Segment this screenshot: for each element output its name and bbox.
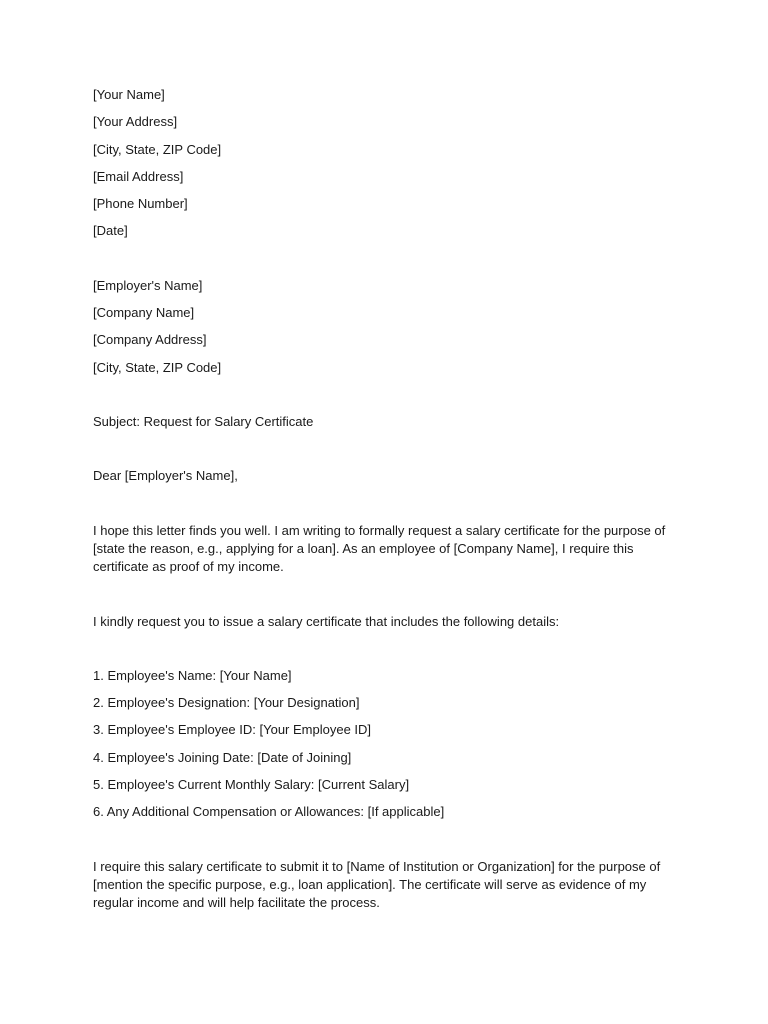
- list-item: 2. Employee's Designation: [Your Designation]: [93, 695, 360, 711]
- subject-line: Subject: Request for Salary Certificate: [93, 413, 314, 429]
- list-item: 4. Employee's Joining Date: [Date of Joining]: [93, 749, 352, 765]
- details-list: [93, 667, 683, 821]
- list-item: 6. Any Additional Compensation or Allowances: [If applicable]: [93, 804, 445, 820]
- list-item: 1. Employee's Name: [Your Name]: [93, 667, 292, 683]
- spacer: [93, 640, 683, 667]
- list-item: 5. Employee's Current Monthly Salary: [Current Salary]: [93, 777, 410, 793]
- body-paragraph-3: I require this salary certificate to submit it to [Name of Institution or Organization] for the purpose of [mention the specific purpose, e.g., loan application]. The certificate will serve as evidence of my regular income and will help facilitate the process.: [93, 858, 661, 910]
- sender-block: [93, 86, 683, 240]
- letter-date: [Date]: [93, 223, 128, 239]
- spacer: [93, 495, 683, 522]
- salutation: Dear [Employer's Name],: [93, 468, 238, 484]
- sender-name: [Your Name]: [93, 87, 165, 102]
- spacer: [93, 250, 683, 277]
- recipient-city-state-zip: [City, State, ZIP Code]: [93, 359, 222, 375]
- sender-address: [Your Address]: [93, 114, 178, 130]
- body-paragraph-2: I kindly request you to issue a salary certificate that includes the following details:: [93, 613, 560, 629]
- spacer: [93, 831, 683, 858]
- recipient-block: [93, 277, 683, 377]
- spacer: [93, 576, 683, 613]
- list-item: 3. Employee's Employee ID: [Your Employee ID]: [93, 722, 372, 738]
- recipient-employer-name: [Employer's Name]: [93, 277, 203, 293]
- letter-page: [93, 86, 683, 912]
- spacer: [93, 440, 683, 467]
- sender-phone: [Phone Number]: [93, 196, 188, 212]
- recipient-company-name: [Company Name]: [93, 305, 195, 321]
- recipient-company-address: [Company Address]: [93, 332, 207, 348]
- spacer: [93, 386, 683, 413]
- body-paragraph-1: I hope this letter finds you well. I am writing to formally request a salary certificate for the purpose of [state the reason, e.g., applying for a loan]. As an employee of [Company Name], I require this certificate as proof of my income.: [93, 522, 666, 574]
- sender-email: [Email Address]: [93, 168, 184, 184]
- sender-city-state-zip: [City, State, ZIP Code]: [93, 141, 222, 157]
